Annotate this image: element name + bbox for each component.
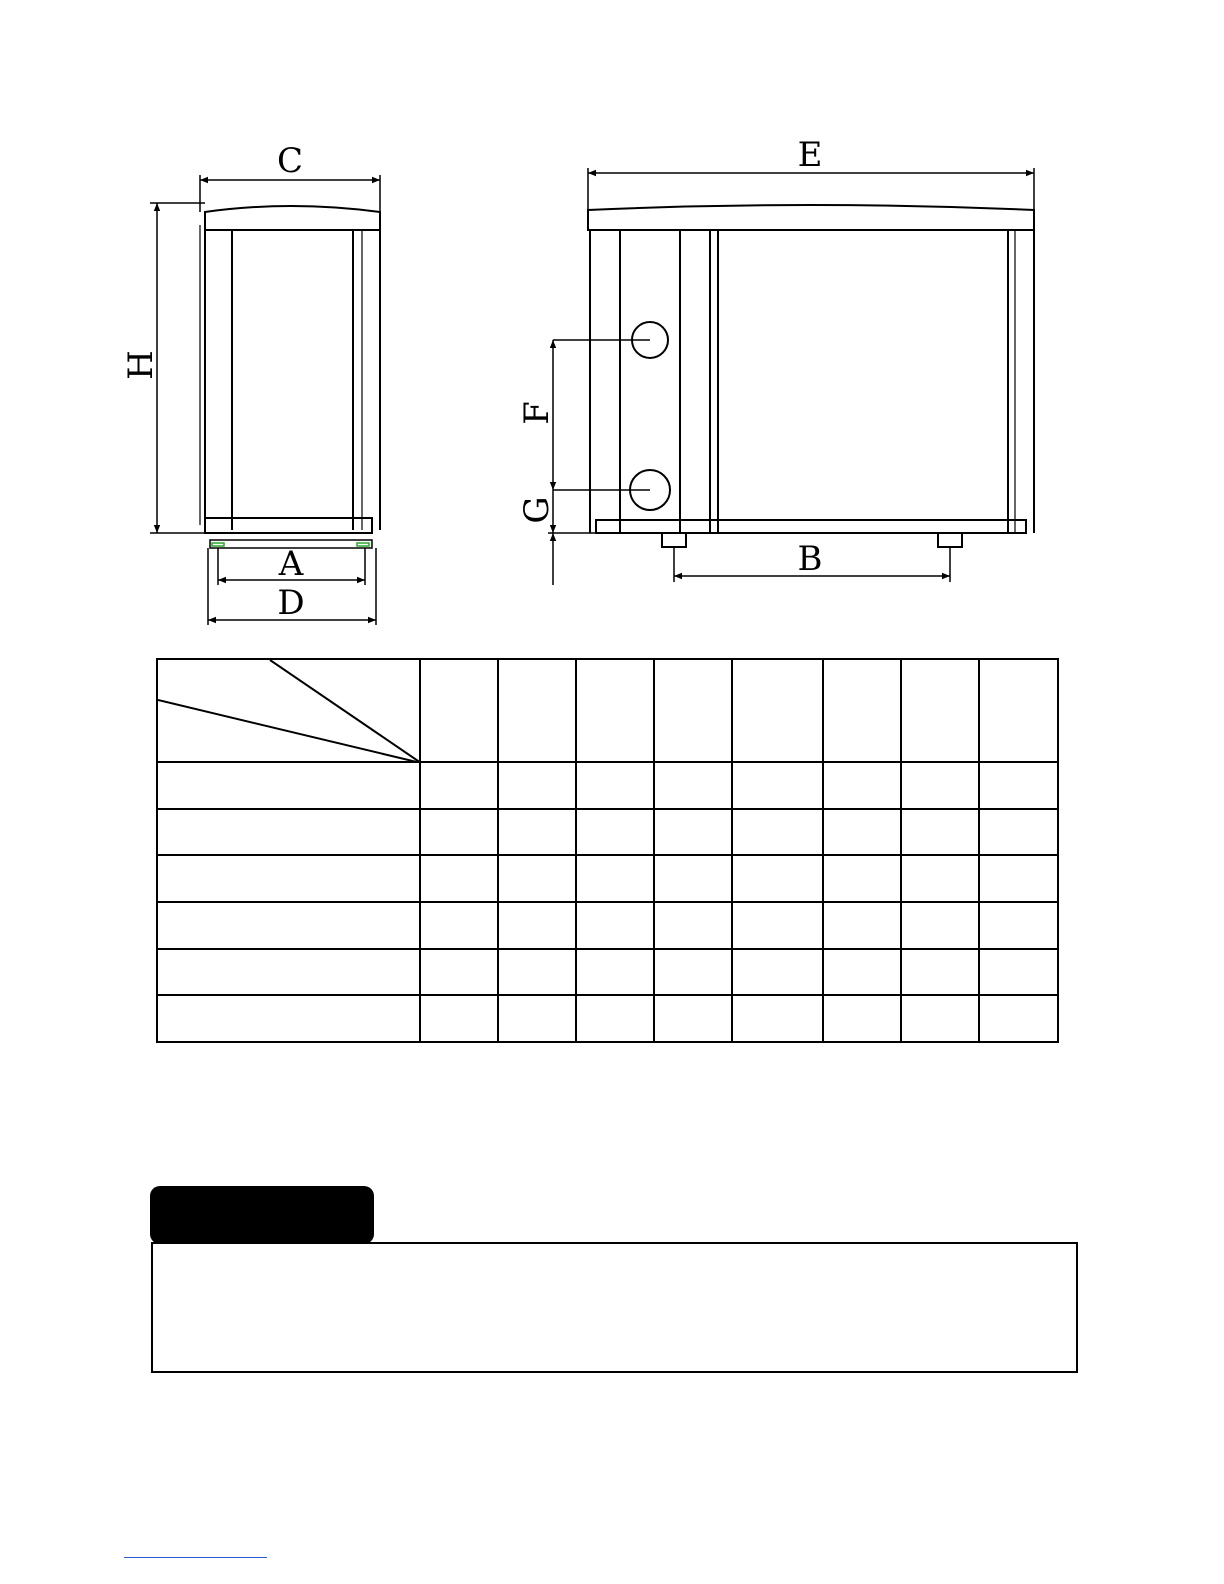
table-cell <box>979 949 1058 996</box>
table-cell <box>498 855 576 902</box>
table-cell <box>901 995 979 1042</box>
table-cell <box>654 855 732 902</box>
table-cell <box>576 809 654 856</box>
table-cell <box>901 855 979 902</box>
dimension-label-a: A <box>278 544 304 584</box>
column-header <box>732 659 823 762</box>
table-row <box>157 855 1058 902</box>
table-cell <box>420 995 498 1042</box>
side-view-top-cap <box>205 206 380 230</box>
table-cell <box>732 949 823 996</box>
table-row <box>157 995 1058 1042</box>
table-cell <box>901 902 979 949</box>
table-cell <box>732 809 823 856</box>
footer-rule <box>124 1557 267 1558</box>
dimension-label-d: D <box>277 583 305 623</box>
row-label <box>157 949 420 996</box>
notice-tab <box>150 1186 374 1244</box>
row-label <box>157 855 420 902</box>
table-cell <box>654 762 732 809</box>
side-view <box>200 206 380 548</box>
table-cell <box>420 809 498 856</box>
notice-box <box>151 1242 1078 1373</box>
table-cell <box>823 762 901 809</box>
table-row <box>157 949 1058 996</box>
table-cell <box>498 762 576 809</box>
column-header <box>576 659 654 762</box>
table-row <box>157 762 1058 809</box>
table-cell <box>654 995 732 1042</box>
dimension-label-h: H <box>121 350 161 380</box>
table-cell <box>576 995 654 1042</box>
dimension-table <box>156 658 1059 1043</box>
column-header <box>979 659 1058 762</box>
table-cell <box>823 855 901 902</box>
table-cell <box>979 855 1058 902</box>
column-header <box>901 659 979 762</box>
column-header <box>420 659 498 762</box>
row-label <box>157 902 420 949</box>
front-view-top-cap <box>588 205 1034 230</box>
table-cell <box>823 995 901 1042</box>
table-cell <box>498 995 576 1042</box>
dimension-drawing <box>0 0 1224 640</box>
table-cell <box>420 902 498 949</box>
column-header <box>823 659 901 762</box>
anchor-mark-right <box>357 543 369 546</box>
table-cell <box>498 902 576 949</box>
dimension-label-b: B <box>797 539 823 579</box>
table-corner-cell <box>157 659 420 762</box>
table-cell <box>901 949 979 996</box>
table-cell <box>654 809 732 856</box>
row-label <box>157 762 420 809</box>
corner-diagonal-lines <box>158 660 421 763</box>
column-header <box>654 659 732 762</box>
dimension-label-c: C <box>276 141 304 181</box>
table-cell <box>823 902 901 949</box>
table-cell <box>654 902 732 949</box>
table-cell <box>979 902 1058 949</box>
row-label <box>157 809 420 856</box>
table-cell <box>732 995 823 1042</box>
front-foot-left <box>662 533 686 547</box>
front-view-base <box>596 520 1026 533</box>
front-view <box>553 205 1034 547</box>
table-cell <box>576 855 654 902</box>
table-cell <box>576 902 654 949</box>
table-cell <box>901 809 979 856</box>
table-cell <box>979 762 1058 809</box>
dimension-label-e: E <box>797 135 823 175</box>
table-cell <box>420 762 498 809</box>
dimension-label-f: F <box>517 401 557 425</box>
table-cell <box>823 949 901 996</box>
table-cell <box>979 809 1058 856</box>
side-view-base <box>205 518 372 533</box>
table-cell <box>498 949 576 996</box>
front-foot-right <box>938 533 962 547</box>
table-cell <box>420 949 498 996</box>
anchor-mark-left <box>212 543 224 546</box>
table-cell <box>979 995 1058 1042</box>
table-cell <box>823 809 901 856</box>
table-row <box>157 902 1058 949</box>
table-header-row <box>157 659 1058 762</box>
row-label <box>157 995 420 1042</box>
column-header <box>498 659 576 762</box>
table-cell <box>732 902 823 949</box>
table-cell <box>732 762 823 809</box>
table-cell <box>901 762 979 809</box>
table-cell <box>654 949 732 996</box>
table-cell <box>420 855 498 902</box>
table-row <box>157 809 1058 856</box>
table-cell <box>576 949 654 996</box>
dimension-label-g: G <box>517 496 557 524</box>
table-cell <box>732 855 823 902</box>
table-cell <box>576 762 654 809</box>
table-cell <box>498 809 576 856</box>
